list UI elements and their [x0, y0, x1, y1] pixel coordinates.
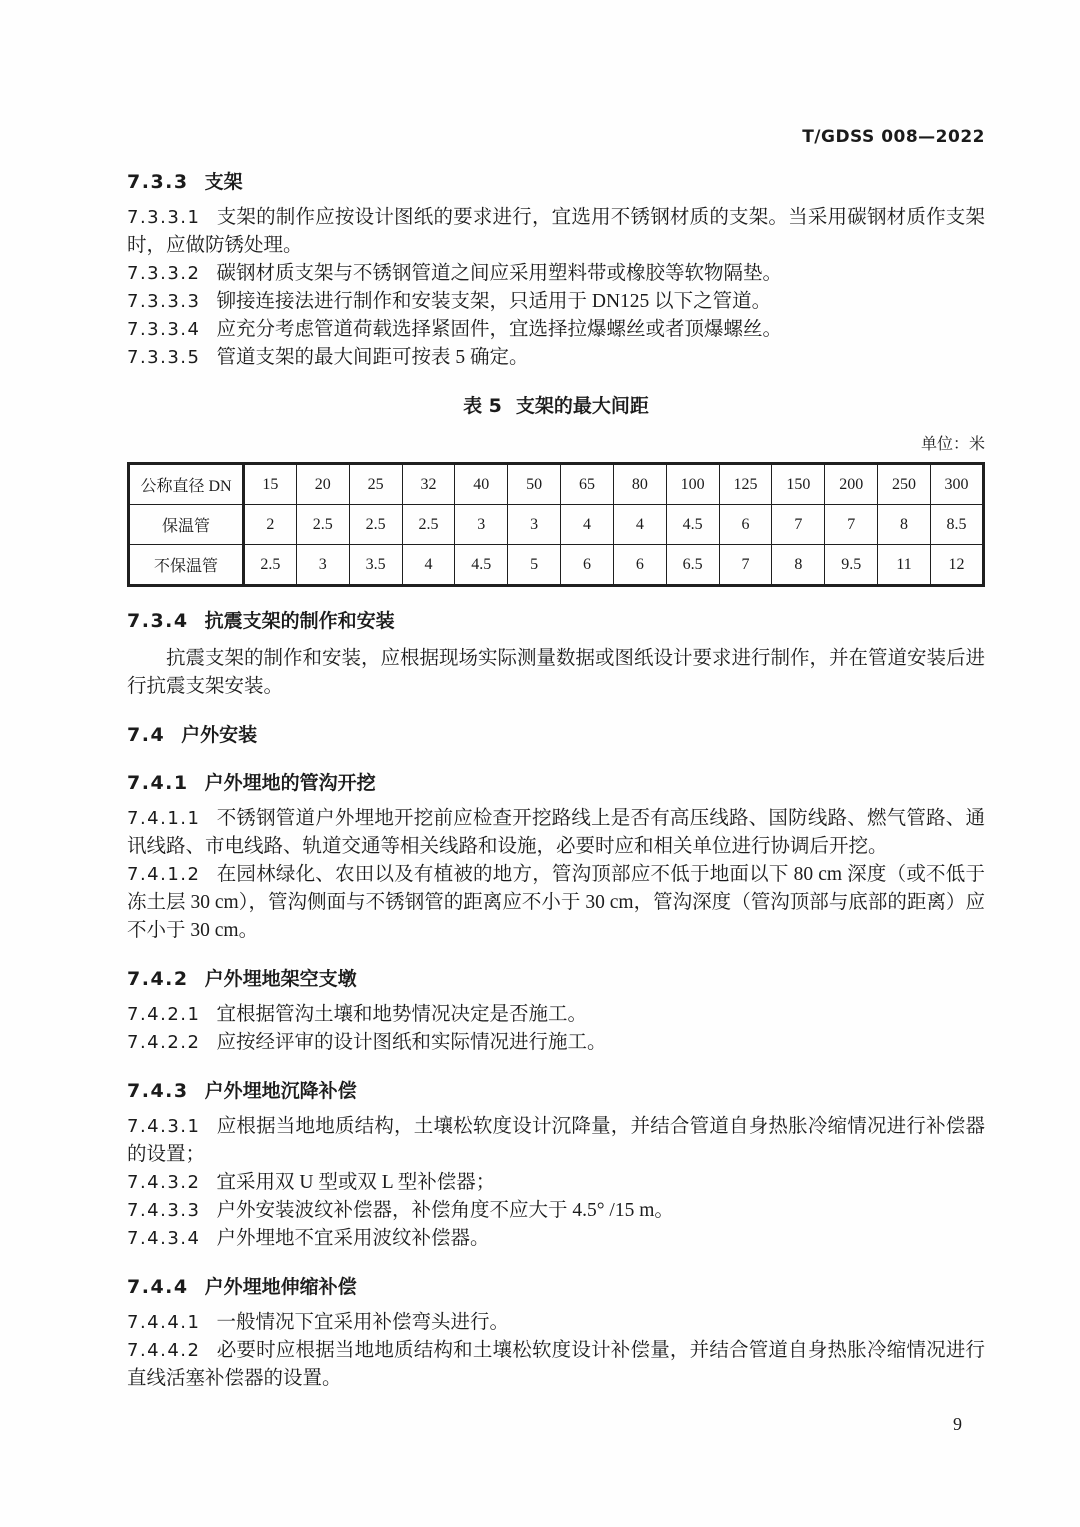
clause [127, 1001, 985, 1029]
table-cell: 3 [296, 545, 349, 586]
table-cell: 8 [878, 505, 931, 545]
clause [127, 204, 985, 260]
table-cell: 9.5 [825, 545, 878, 586]
table-caption [127, 392, 985, 420]
section-title: 户外安装 [181, 724, 258, 746]
section-heading [127, 1077, 985, 1105]
section-number: 7.3.3 [127, 171, 189, 193]
table-cell: 3 [508, 505, 561, 545]
section-title: 支架 [204, 171, 243, 193]
clause-text: 一般情况下宜采用补偿弯头进行。 [216, 1312, 509, 1333]
section-title: 户外埋地伸缩补偿 [204, 1276, 357, 1298]
clause-text: 应按经评审的设计图纸和实际情况进行施工。 [216, 1032, 607, 1053]
page-number: 9 [953, 1414, 962, 1434]
clause [127, 1197, 985, 1225]
table-cell: 2.5 [402, 505, 455, 545]
table-cell: 150 [772, 464, 825, 505]
table-cell: 4 [613, 505, 666, 545]
clause-group [127, 1001, 985, 1057]
table-row [129, 505, 984, 545]
clause [127, 288, 985, 316]
clause-text: 支架的制作应按设计图纸的要求进行，宜选用不锈钢材质的支架。当采用碳钢材质作支架时，应做防锈处理。 [127, 207, 985, 256]
section-heading [127, 965, 985, 993]
clause-number: 7.4.3.4 [127, 1228, 201, 1249]
section-heading [127, 168, 985, 196]
clause-text: 管道支架的最大间距可按表 5 确定。 [216, 347, 529, 368]
clause [127, 861, 985, 945]
section-number: 7.4.2 [127, 968, 189, 990]
table-cell: 11 [878, 545, 931, 586]
table-cell: 7 [772, 505, 825, 545]
clause-group [127, 204, 985, 372]
clause-text: 铆接连接法进行制作和安装支架，只适用于 DN125 以下之管道。 [216, 291, 772, 312]
table-row [129, 545, 984, 586]
section-title: 户外埋地沉降补偿 [204, 1080, 357, 1102]
document-body [127, 168, 985, 1393]
clause [127, 1029, 985, 1057]
table-cell: 2.5 [349, 505, 402, 545]
table-cell: 40 [455, 464, 508, 505]
clause-text: 在园林绿化、农田以及有植被的地方，管沟顶部应不低于地面以下 80 cm 深度（或不低于冻土层 30 cm），管沟侧面与不锈钢管的距离应不小于 30 cm，管沟深度（管沟顶部与底部的距离）应不小于 30 cm。 [127, 864, 985, 941]
clause [127, 1113, 985, 1169]
table-cell: 6.5 [666, 545, 719, 586]
clause-group [127, 1113, 985, 1253]
table-cell: 250 [878, 464, 931, 505]
table-cell: 100 [666, 464, 719, 505]
section-number: 7.4.1 [127, 772, 189, 794]
table-cell: 6 [561, 545, 614, 586]
table-cell: 7 [825, 505, 878, 545]
table-cell: 5 [508, 545, 561, 586]
table-cell: 12 [930, 545, 983, 586]
clause-text: 户外安装波纹补偿器，补偿角度不应大于 4.5° /15 m。 [216, 1200, 674, 1221]
table-cell: 8.5 [930, 505, 983, 545]
row-header-cell: 公称直径 DN [129, 464, 244, 505]
section-title: 抗震支架的制作和安装 [204, 610, 395, 632]
clause [127, 344, 985, 372]
section-heading [127, 769, 985, 797]
table-row [129, 464, 984, 505]
clause [127, 1225, 985, 1253]
table-cell: 2.5 [244, 545, 297, 586]
table-cell: 4.5 [455, 545, 508, 586]
document-number-header: T/GDSS 008—2022 [802, 127, 985, 147]
clause-number: 7.4.3.2 [127, 1172, 201, 1193]
section-number: 7.4.4 [127, 1276, 189, 1298]
clause-number: 7.3.3.5 [127, 347, 201, 368]
table-cell: 300 [930, 464, 983, 505]
table-cell: 3.5 [349, 545, 402, 586]
clause-number: 7.4.2.2 [127, 1032, 201, 1053]
spacing-table [127, 462, 985, 587]
clause-number: 7.4.4.2 [127, 1340, 201, 1361]
table-cell: 4.5 [666, 505, 719, 545]
clause-number: 7.4.4.1 [127, 1312, 201, 1333]
table-cell: 2.5 [296, 505, 349, 545]
table-cell: 200 [825, 464, 878, 505]
table-cell: 20 [296, 464, 349, 505]
table-cell: 25 [349, 464, 402, 505]
clause-text: 碳钢材质支架与不锈钢管道之间应采用塑料带或橡胶等软物隔垫。 [216, 263, 782, 284]
section-title: 户外埋地架空支墩 [204, 968, 357, 990]
table-cell: 50 [508, 464, 561, 505]
section-title: 户外埋地的管沟开挖 [204, 772, 376, 794]
clause-text: 户外埋地不宜采用波纹补偿器。 [216, 1228, 490, 1249]
clause [127, 1309, 985, 1337]
clause-group [127, 1309, 985, 1393]
row-header-cell: 保温管 [129, 505, 244, 545]
table-cell: 125 [719, 464, 772, 505]
clause-text: 应根据当地地质结构，土壤松软度设计沉降量，并结合管道自身热胀冷缩情况进行补偿器的设置； [127, 1116, 985, 1165]
clause-number: 7.3.3.1 [127, 207, 201, 228]
clause-text: 宜采用双 U 型或双 L 型补偿器； [216, 1172, 496, 1193]
clause [127, 1169, 985, 1197]
table-cell: 4 [402, 545, 455, 586]
section-heading [127, 607, 985, 635]
table-cell: 4 [561, 505, 614, 545]
clause-text: 宜根据管沟土壤和地势情况决定是否施工。 [216, 1004, 587, 1025]
section-number: 7.4 [127, 724, 166, 746]
clause [127, 260, 985, 288]
table-cell: 6 [719, 505, 772, 545]
clause-number: 7.4.2.1 [127, 1004, 201, 1025]
table-cell: 3 [455, 505, 508, 545]
body-paragraph: 抗震支架的制作和安装，应根据现场实际测量数据或图纸设计要求进行制作，并在管道安装后进行抗震支架安装。 [127, 648, 986, 697]
row-header-cell: 不保温管 [129, 545, 244, 586]
clause [127, 316, 985, 344]
section-number: 7.4.3 [127, 1080, 189, 1102]
clause-number: 7.4.3.3 [127, 1200, 201, 1221]
clause-group [127, 805, 985, 945]
clause-number: 7.3.3.3 [127, 291, 201, 312]
clause [127, 805, 985, 861]
clause-number: 7.3.3.2 [127, 263, 201, 284]
section-heading [127, 1273, 985, 1301]
clause-text: 不锈钢管道户外埋地开挖前应检查开挖路线上是否有高压线路、国防线路、燃气管路、通讯线路、市电线路、轨道交通等相关线路和设施，必要时应和相关单位进行协调后开挖。 [127, 808, 985, 857]
table-cell: 65 [561, 464, 614, 505]
clause-text: 必要时应根据当地地质结构和土壤松软度设计补偿量，并结合管道自身热胀冷缩情况进行直线活塞补偿器的设置。 [127, 1340, 985, 1389]
table-cell: 8 [772, 545, 825, 586]
table-cell: 80 [613, 464, 666, 505]
table-unit-label: 单位：米 [920, 436, 985, 453]
clause-number: 7.3.3.4 [127, 319, 201, 340]
table-caption-number: 表 5 [463, 395, 502, 417]
clause-number: 7.4.3.1 [127, 1116, 201, 1137]
clause-number: 7.4.1.1 [127, 808, 201, 829]
clause-number: 7.4.1.2 [127, 864, 201, 885]
clause [127, 1337, 985, 1393]
section-number: 7.3.4 [127, 610, 189, 632]
table-cell: 15 [244, 464, 297, 505]
section-heading [127, 721, 985, 749]
table-cell: 2 [244, 505, 297, 545]
clause-text: 应充分考虑管道荷载选择紧固件，宜选择拉爆螺丝或者顶爆螺丝。 [216, 319, 782, 340]
table-cell: 6 [613, 545, 666, 586]
table-cell: 32 [402, 464, 455, 505]
table-cell: 7 [719, 545, 772, 586]
table-caption-title: 支架的最大间距 [515, 395, 649, 417]
